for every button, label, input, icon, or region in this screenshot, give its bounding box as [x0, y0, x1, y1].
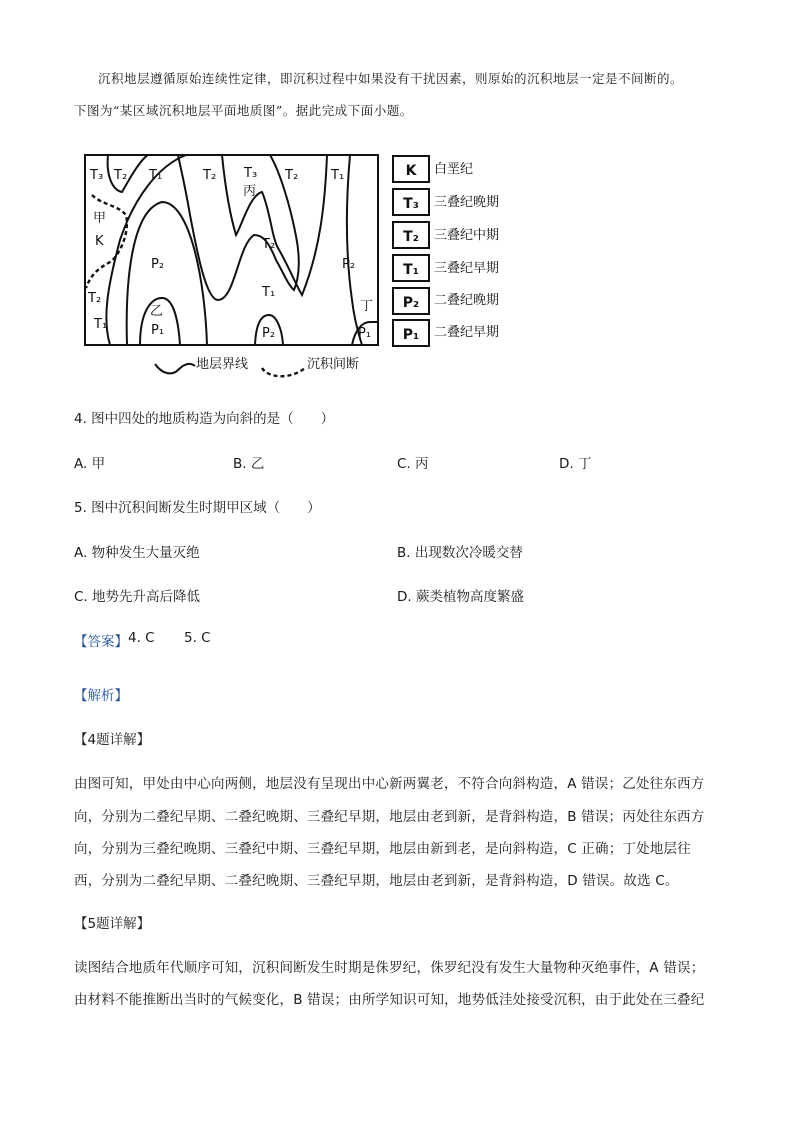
legend-symbol-t2: T₂	[403, 229, 419, 245]
label-bing: 丙	[243, 184, 257, 199]
legend-symbol-t3: T₃	[403, 196, 419, 212]
boundary-line	[347, 155, 362, 345]
legend-label-k: 白垩纪	[434, 162, 474, 177]
label-jia: 甲	[93, 211, 107, 226]
label-t2: T₂	[114, 168, 128, 183]
label-t1: T₁	[331, 168, 345, 183]
q4-option-a: A. 甲	[74, 456, 106, 472]
label-t2: T₂	[262, 237, 276, 252]
legend-symbol-p1: P₁	[402, 327, 420, 343]
legend-label-t1: 三叠纪早期	[434, 261, 500, 276]
q4-detail-line: 由图可知，甲处由中心向两侧，地层没有呈现出中心新两翼老，不符合向斜构造，A 错误；乙处往东西方	[74, 776, 705, 792]
gap-line-sample	[262, 368, 305, 376]
answer-4: 4. C	[128, 630, 155, 646]
legend-symbol-k: K	[405, 163, 417, 179]
label-p2: P₂	[342, 257, 356, 272]
analysis-label: 【解析】	[74, 688, 128, 704]
label-ding: 丁	[360, 299, 374, 314]
q4-detail-line: 向，分别为三叠纪晚期、三叠纪中期、三叠纪早期，地层由新到老，是向斜构造，C 正确；丁处地层往	[74, 841, 691, 857]
label-t1: T₁	[94, 317, 108, 332]
q5-option-a: A. 物种发生大量灭绝	[74, 545, 200, 561]
label-t2: T₂	[88, 291, 102, 306]
question-4-stem: 4. 图中四处的地质构造为向斜的是（ ）	[74, 411, 335, 427]
intro-line-2: 下图为“某区域沉积地层平面地质图”。据此完成下面小题。	[74, 103, 413, 118]
q5-detail-line: 读图结合地质年代顺序可知，沉积间断发生时期是侏罗纪，侏罗纪没有发生大量物种灭绝事件，A 错误；	[74, 960, 705, 976]
q4-detail-line: 西，分别为二叠纪早期、二叠纪晚期、三叠纪早期，地层由老到新，是背斜构造，D 错误。故选 C。	[74, 873, 679, 889]
q4-option-d: D. 丁	[559, 456, 592, 472]
boundary-line	[222, 155, 327, 295]
legend-symbol-t1: T₁	[403, 262, 419, 278]
label-t1: T₁	[149, 168, 163, 183]
boundary-line	[178, 155, 299, 300]
legend-label-t3: 三叠纪晚期	[434, 195, 500, 210]
q5-option-d: D. 蕨类植物高度繁盛	[397, 589, 524, 605]
q5-option-c: C. 地势先升高后降低	[74, 589, 201, 605]
q4-detail-line: 向，分别为二叠纪早期、二叠纪晚期、三叠纪早期，地层由老到新，是背斜构造，B 错误；丙处往东西方	[74, 809, 705, 825]
intro-line-1: 沉积地层遵循原始连续性定律，即沉积过程中如果没有干扰因素，则原始的沉积地层一定是不间断的。	[98, 71, 684, 86]
label-yi: 乙	[150, 304, 164, 319]
label-p1: P₁	[358, 326, 372, 341]
q4-detail-title: 【4题详解】	[74, 732, 151, 748]
legend-label-p1: 二叠纪早期	[434, 325, 500, 340]
label-t3: T₃	[244, 166, 258, 181]
q4-option-c: C. 丙	[397, 456, 429, 472]
boundary-line-label: 地层界线	[196, 357, 249, 372]
legend-symbol-p2: P₂	[402, 295, 420, 311]
label-p2: P₂	[262, 326, 276, 341]
label-k: K	[95, 234, 104, 249]
label-p2: P₂	[151, 257, 165, 272]
legend-label-p2: 二叠纪晚期	[434, 293, 500, 308]
q5-detail-title: 【5题详解】	[74, 916, 151, 932]
boundary-line	[106, 155, 186, 345]
label-t2: T₂	[285, 168, 299, 183]
legend-label-t2: 三叠纪中期	[434, 228, 500, 243]
answer-label: 【答案】	[74, 634, 128, 650]
map-frame	[85, 155, 378, 345]
sedimentary-gap-line	[86, 195, 127, 288]
boundary-line	[127, 202, 207, 345]
question-5-stem: 5. 图中沉积间断发生时期甲区域（ ）	[74, 500, 321, 516]
label-p1: P₁	[151, 323, 165, 338]
answer-5: 5. C	[184, 630, 211, 646]
q5-option-b: B. 出现数次冷暖交替	[397, 545, 523, 561]
q4-option-b: B. 乙	[233, 456, 265, 472]
gap-line-label: 沉积间断	[307, 357, 360, 372]
q5-detail-line: 由材料不能推断出当时的气候变化，B 错误；由所学知识可知，地势低洼处接受沉积，由于此处在三叠纪	[74, 992, 705, 1008]
label-t1: T₁	[262, 285, 276, 300]
geological-map	[0, 0, 794, 400]
label-t3: T₃	[90, 168, 104, 183]
boundary-line-sample	[155, 364, 195, 373]
label-t2: T₂	[203, 168, 217, 183]
